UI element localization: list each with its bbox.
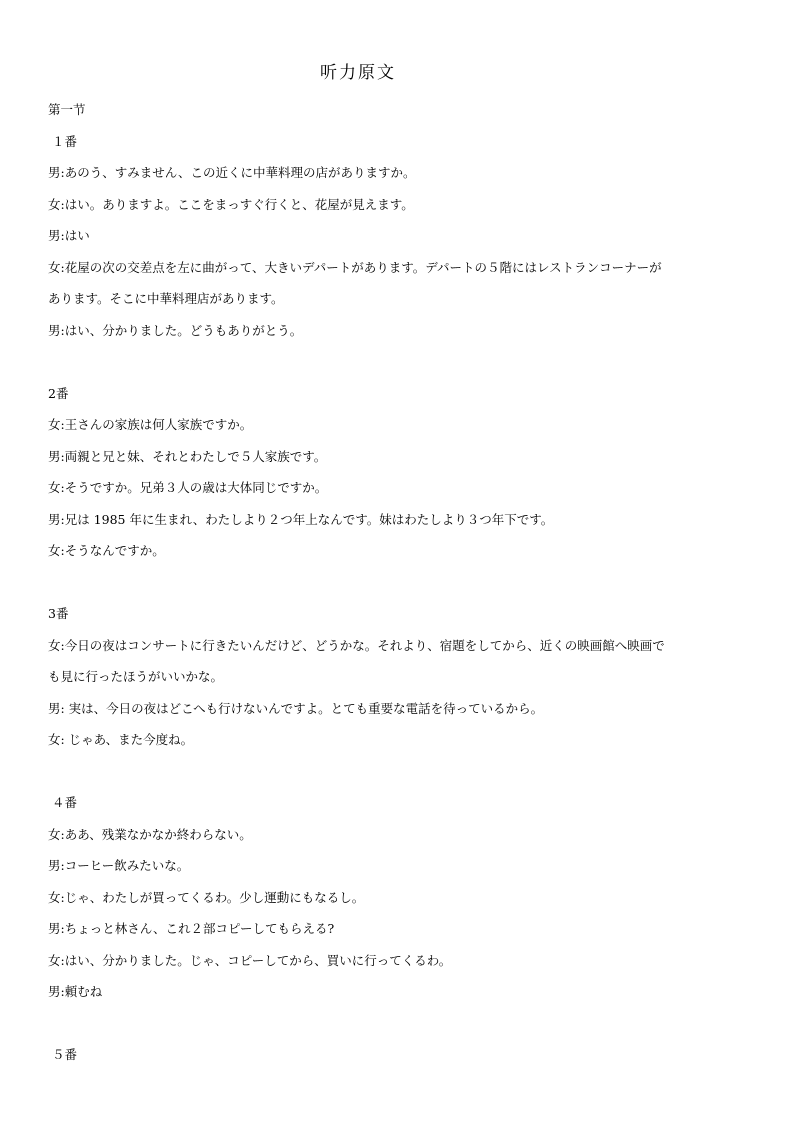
document-title: 听力原文 [320,63,396,83]
dialog-line: 男:兄は 1985 年に生まれ、わたしより２つ年上なんです。妹はわたしより３つ年下です。 [48,511,554,527]
dialog-line: 男:はい [48,228,90,243]
dialog-line: 女:ああ、残業なかなか終わらない。 [48,826,252,842]
spacer [48,1008,748,1040]
dialog-line: 女:そうなんですか。 [48,543,165,558]
dialog-line: 男:頼むね [48,984,103,999]
dialog-number: １番 [52,133,78,149]
dialog-number: 2番 [48,385,69,401]
dialog-line: 男:ちょっと林さん、これ２部コピーしてもらえる? [48,921,335,936]
spacer [48,567,748,599]
section-heading: 第一节 [48,102,86,117]
dialog-line: 男:コーヒー飲みたいな。 [48,858,190,873]
dialog-line: あります。そこに中華料理店があります。 [48,291,284,306]
dialog-line: 男:はい、分かりました。どうもありがとう。 [48,322,303,338]
spacer [48,756,748,788]
dialog-number: ４番 [52,795,78,810]
dialog-line: 女:はい、分かりました。じゃ、コピーしてから、買いに行ってくるわ。 [48,952,452,968]
dialog-line: も見に行ったほうがいいかな。 [48,669,224,684]
dialog-line: 男:両親と兄と妹、それとわたしで５人家族です。 [48,448,327,464]
dialog-line: 男:あのう、すみません、この近くに中華料理の店がありますか。 [48,165,416,180]
dialog-number: ５番 [52,1047,78,1062]
dialog-line: 男: 実は、今日の夜はどこへも行けないんですよ。とても重要な電話を待っているから。 [48,700,544,716]
dialog-number: 3番 [48,606,69,621]
spacer [48,346,748,378]
transcript-body [48,94,748,1071]
dialog-line: 女:花屋の次の交差点を左に曲がって、大きいデパートがあります。デパートの５階にはレストランコーナーが [48,259,662,275]
dialog-line: 女:じゃ、わたしが買ってくるわ。少し運動にもなるし。 [48,889,365,905]
dialog-line: 女:そうですか。兄弟３人の歳は大体同じですか。 [48,480,328,495]
dialog-line: 女:今日の夜はコンサートに行きたいんだけど、どうかな。それより、宿題をしてから、近くの映画館へ映画で [48,637,665,653]
dialog-line: 女:王さんの家族は何人家族ですか。 [48,417,253,432]
dialog-line: 女: じゃあ、また今度ね。 [48,732,194,747]
dialog-line: 女:はい。ありますよ。ここをまっすぐ行くと、花屋が見えます。 [48,196,414,212]
